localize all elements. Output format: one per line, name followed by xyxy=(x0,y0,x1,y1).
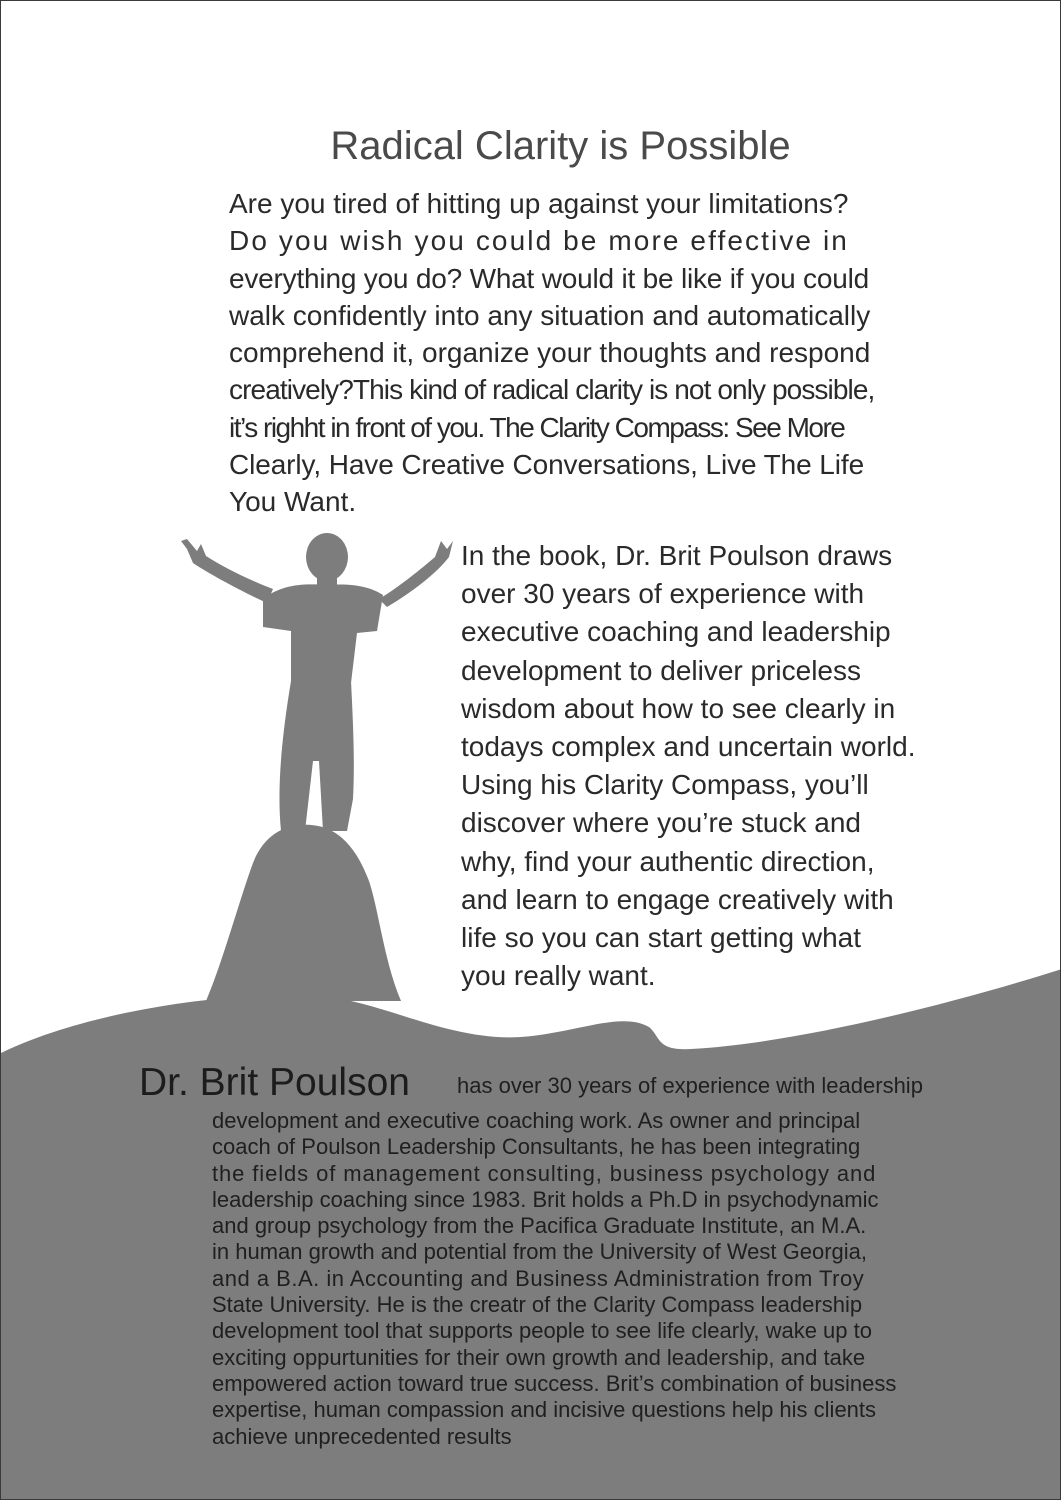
book-line: development to deliver priceless xyxy=(461,654,861,686)
intro-line: Do you wish you could be more effective in xyxy=(229,225,849,257)
book-line: discover where you’re stuck and xyxy=(461,807,861,839)
intro-line: creatively?This kind of radical clarity is not only possible, xyxy=(229,374,875,406)
book-paragraph xyxy=(461,537,1001,995)
intro-line: Clearly, Have Creative Conversations, Live The Life xyxy=(229,449,865,481)
book-line: executive coaching and leadership xyxy=(461,616,891,648)
bio-line: leadership coaching since 1983. Brit holds a Ph.D in psychodynamic xyxy=(212,1186,879,1212)
intro-line: You Want. xyxy=(229,486,357,518)
bio-line: development and executive coaching work. As owner and principal xyxy=(212,1108,861,1133)
intro-line: everything you do? What would it be like if you could xyxy=(229,262,869,294)
author-bio xyxy=(212,1108,1002,1450)
bio-line: State University. He is the creatr of the Clarity Compass leadership xyxy=(212,1292,863,1318)
author-name: Dr. Brit Poulson xyxy=(139,1061,410,1104)
bio-line: exciting oppurtunities for their own growth and leadership, and take xyxy=(212,1344,866,1370)
bio-line: achieve unprecedented results xyxy=(212,1423,512,1449)
bio-line: expertise, human compassion and incisive questions help his clients xyxy=(212,1397,877,1423)
intro-paragraph xyxy=(229,185,959,521)
man-on-rock-silhouette-icon xyxy=(181,533,453,831)
book-line: Using his Clarity Compass, you’ll xyxy=(461,769,869,801)
intro-line: Are you tired of hitting up against your limitations? xyxy=(229,188,849,219)
bio-line: and a B.A. in Accounting and Business Administration from Troy xyxy=(212,1265,865,1291)
bio-line: and group psychology from the Pacifica Graduate Institute, an M.A. xyxy=(212,1213,867,1239)
book-line: over 30 years of experience with xyxy=(461,578,865,610)
bio-line: coach of Poulson Leadership Consultants, he has been integrating xyxy=(212,1134,861,1160)
author-bio-lead: has over 30 years of experience with leadership xyxy=(457,1073,923,1098)
intro-line: it’s righht in front of you. The Clarity Compass: See More xyxy=(229,411,845,443)
bio-line: development tool that supports people to see life clearly, wake up to xyxy=(212,1318,872,1344)
bio-line: the fields of management consulting, business psychology and xyxy=(212,1160,877,1186)
rock-shape xyxy=(206,825,401,1001)
book-line: In the book, Dr. Brit Poulson draws xyxy=(461,540,893,571)
book-line: you really want. xyxy=(461,960,656,992)
intro-line: walk confidently into any situation and automatically xyxy=(229,299,871,331)
bio-line: empowered action toward true success. Brit’s combination of business xyxy=(212,1370,897,1396)
page-title: Radical Clarity is Possible xyxy=(330,124,791,168)
book-line: why, find your authentic direction, xyxy=(461,845,875,877)
book-line: life so you can start getting what xyxy=(461,922,861,954)
intro-line: comprehend it, organize your thoughts and respond xyxy=(229,337,871,369)
book-line: wisdom about how to see clearly in xyxy=(461,692,896,724)
book-line: todays complex and uncertain world. xyxy=(461,731,916,763)
bio-line: in human growth and potential from the University of West Georgia, xyxy=(212,1239,868,1265)
book-line: and learn to engage creatively with xyxy=(461,883,894,915)
